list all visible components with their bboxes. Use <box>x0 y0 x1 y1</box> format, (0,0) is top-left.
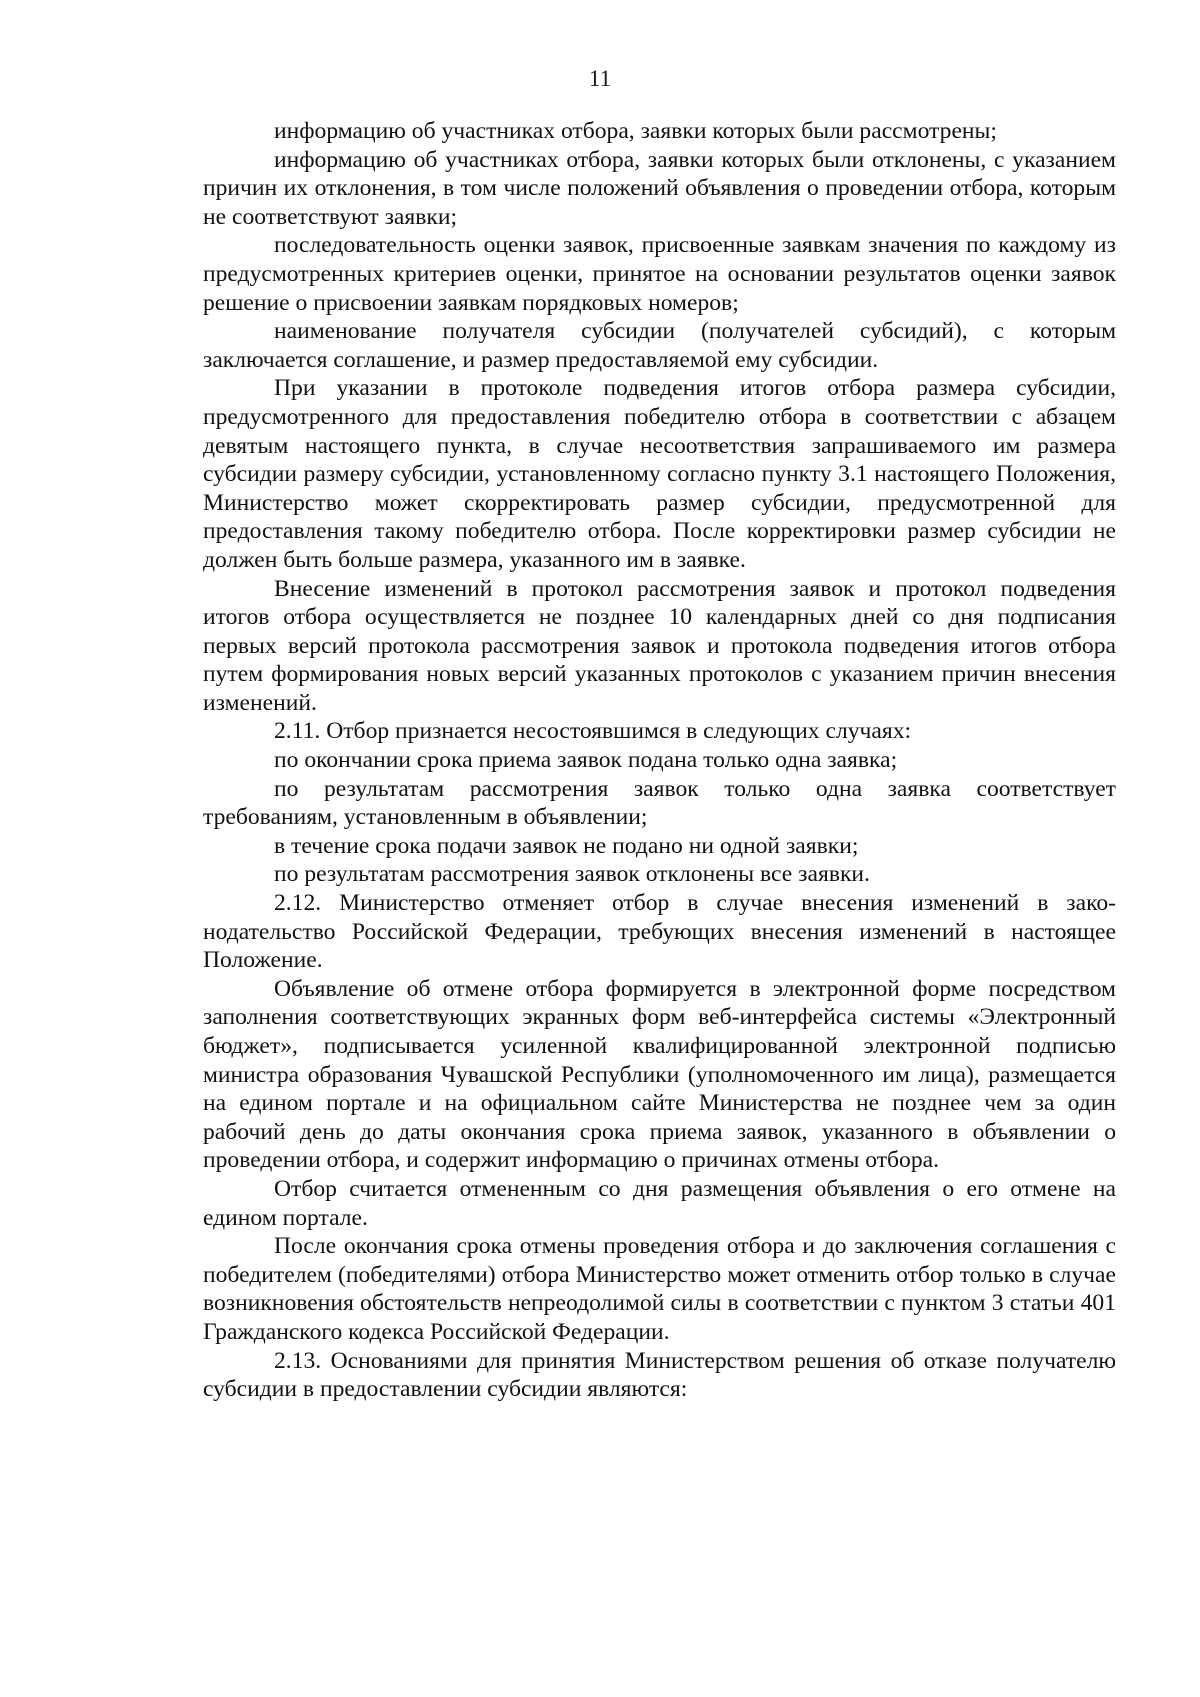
paragraph: Отбор считается отмененным со дня размещения объявления о его отмене на едином портале. <box>203 1175 1116 1231</box>
paragraph: 2.13. Основаниями для принятия Министерством решения об отказе получателю субсидии в предоставлении субсидии являются: <box>203 1347 1116 1403</box>
paragraph: При указании в протоколе подведения итогов отбора размера субсидии, предусмотренного для предоставления победителю отбора в соответствии с абзацем девятым настоящего пункта, в случае несоответствия запрашиваемого им размера субсидии размеру субсидии, установленному согласно пункту 3.1 настоящего Положения, Министерство может скорректировать размер субсидии, предусмотренной для предоставления такому победителю отбора. После корректировки размер субсидии не должен быть больше размера, указанного им в заявке. <box>203 375 1116 573</box>
paragraph: 2.11. Отбор признается несостоявшимся в следующих случаях: <box>274 718 912 745</box>
paragraph: информацию об участниках отбора, заявки которых были рассмотрены; <box>274 118 997 144</box>
document-body <box>203 117 1116 1404</box>
paragraph: по результатам рассмотрения заявок отклонены все заявки. <box>274 861 870 888</box>
paragraph: информацию об участниках отбора, заявки которых были отклонены, с указанием причин их отклонения, в том числе положений объявления о проведении отбора, которым не соответствуют заявки; <box>203 146 1116 230</box>
paragraph: 2.12. Министерство отменяет отбор в случае внесения изменений в законодательство Российской Федерации, требующих внесения изменений в настоящее Положение. <box>203 890 1116 974</box>
paragraph: по окончании срока приема заявок подана только одна заявка; <box>274 747 898 774</box>
paragraph: Внесение изменений в протокол рассмотрения заявок и протокол подведения итогов отбора осуществляется не позднее 10 календарных дней со дня подписания первых версий протокола рассмотрения заявок и протокола подведения итогов отбора путем формирования новых версий указанных протоколов с указанием причин внесения изменений. <box>203 575 1116 716</box>
paragraph: последовательность оценки заявок, присвоенные заявкам значения по каждому из предусмотренных критериев оценки, принятое на основании результатов оценки заявок решение о присвоении заявкам порядковых номеров; <box>203 232 1116 316</box>
paragraph: в течение срока подачи заявок не подано ни одной заявки; <box>274 832 859 859</box>
paragraph: наименование получателя субсидии (получателей субсидий), с которым заключается соглашение, и размер предоставляемой ему субсидии. <box>203 318 1116 373</box>
paragraph: по результатам рассмотрения заявок только одна заявка соответствует требованиям, установленным в объявлении; <box>203 775 1116 831</box>
paragraph: После окончания срока отмены проведения отбора и до заключения соглашения с победителем (победителями) отбора Министерство может отменить отбор только в случае возникновения обстоятельств непреодолимой силы в соответствии с пунктом 3 статьи 401 Гражданского кодекса Российской Федерации. <box>203 1233 1116 1345</box>
page-number: 11 <box>588 66 612 91</box>
paragraph: Объявление об отмене отбора формируется в электронной форме посредством заполнения соответствующих экранных форм веб-интерфейса системы «Электронный бюджет», подписывается усиленной квалифицированной электронной подписью министра образования Чувашской Республики (уполномоченного им лица), размещается на едином портале и на официальном сайте Министерства не позднее чем за один рабочий день до даты окончания срока приема заявок, указанного в объявлении о проведении отбора, и содержит информацию о причинах отмены отбора. <box>203 975 1116 1174</box>
